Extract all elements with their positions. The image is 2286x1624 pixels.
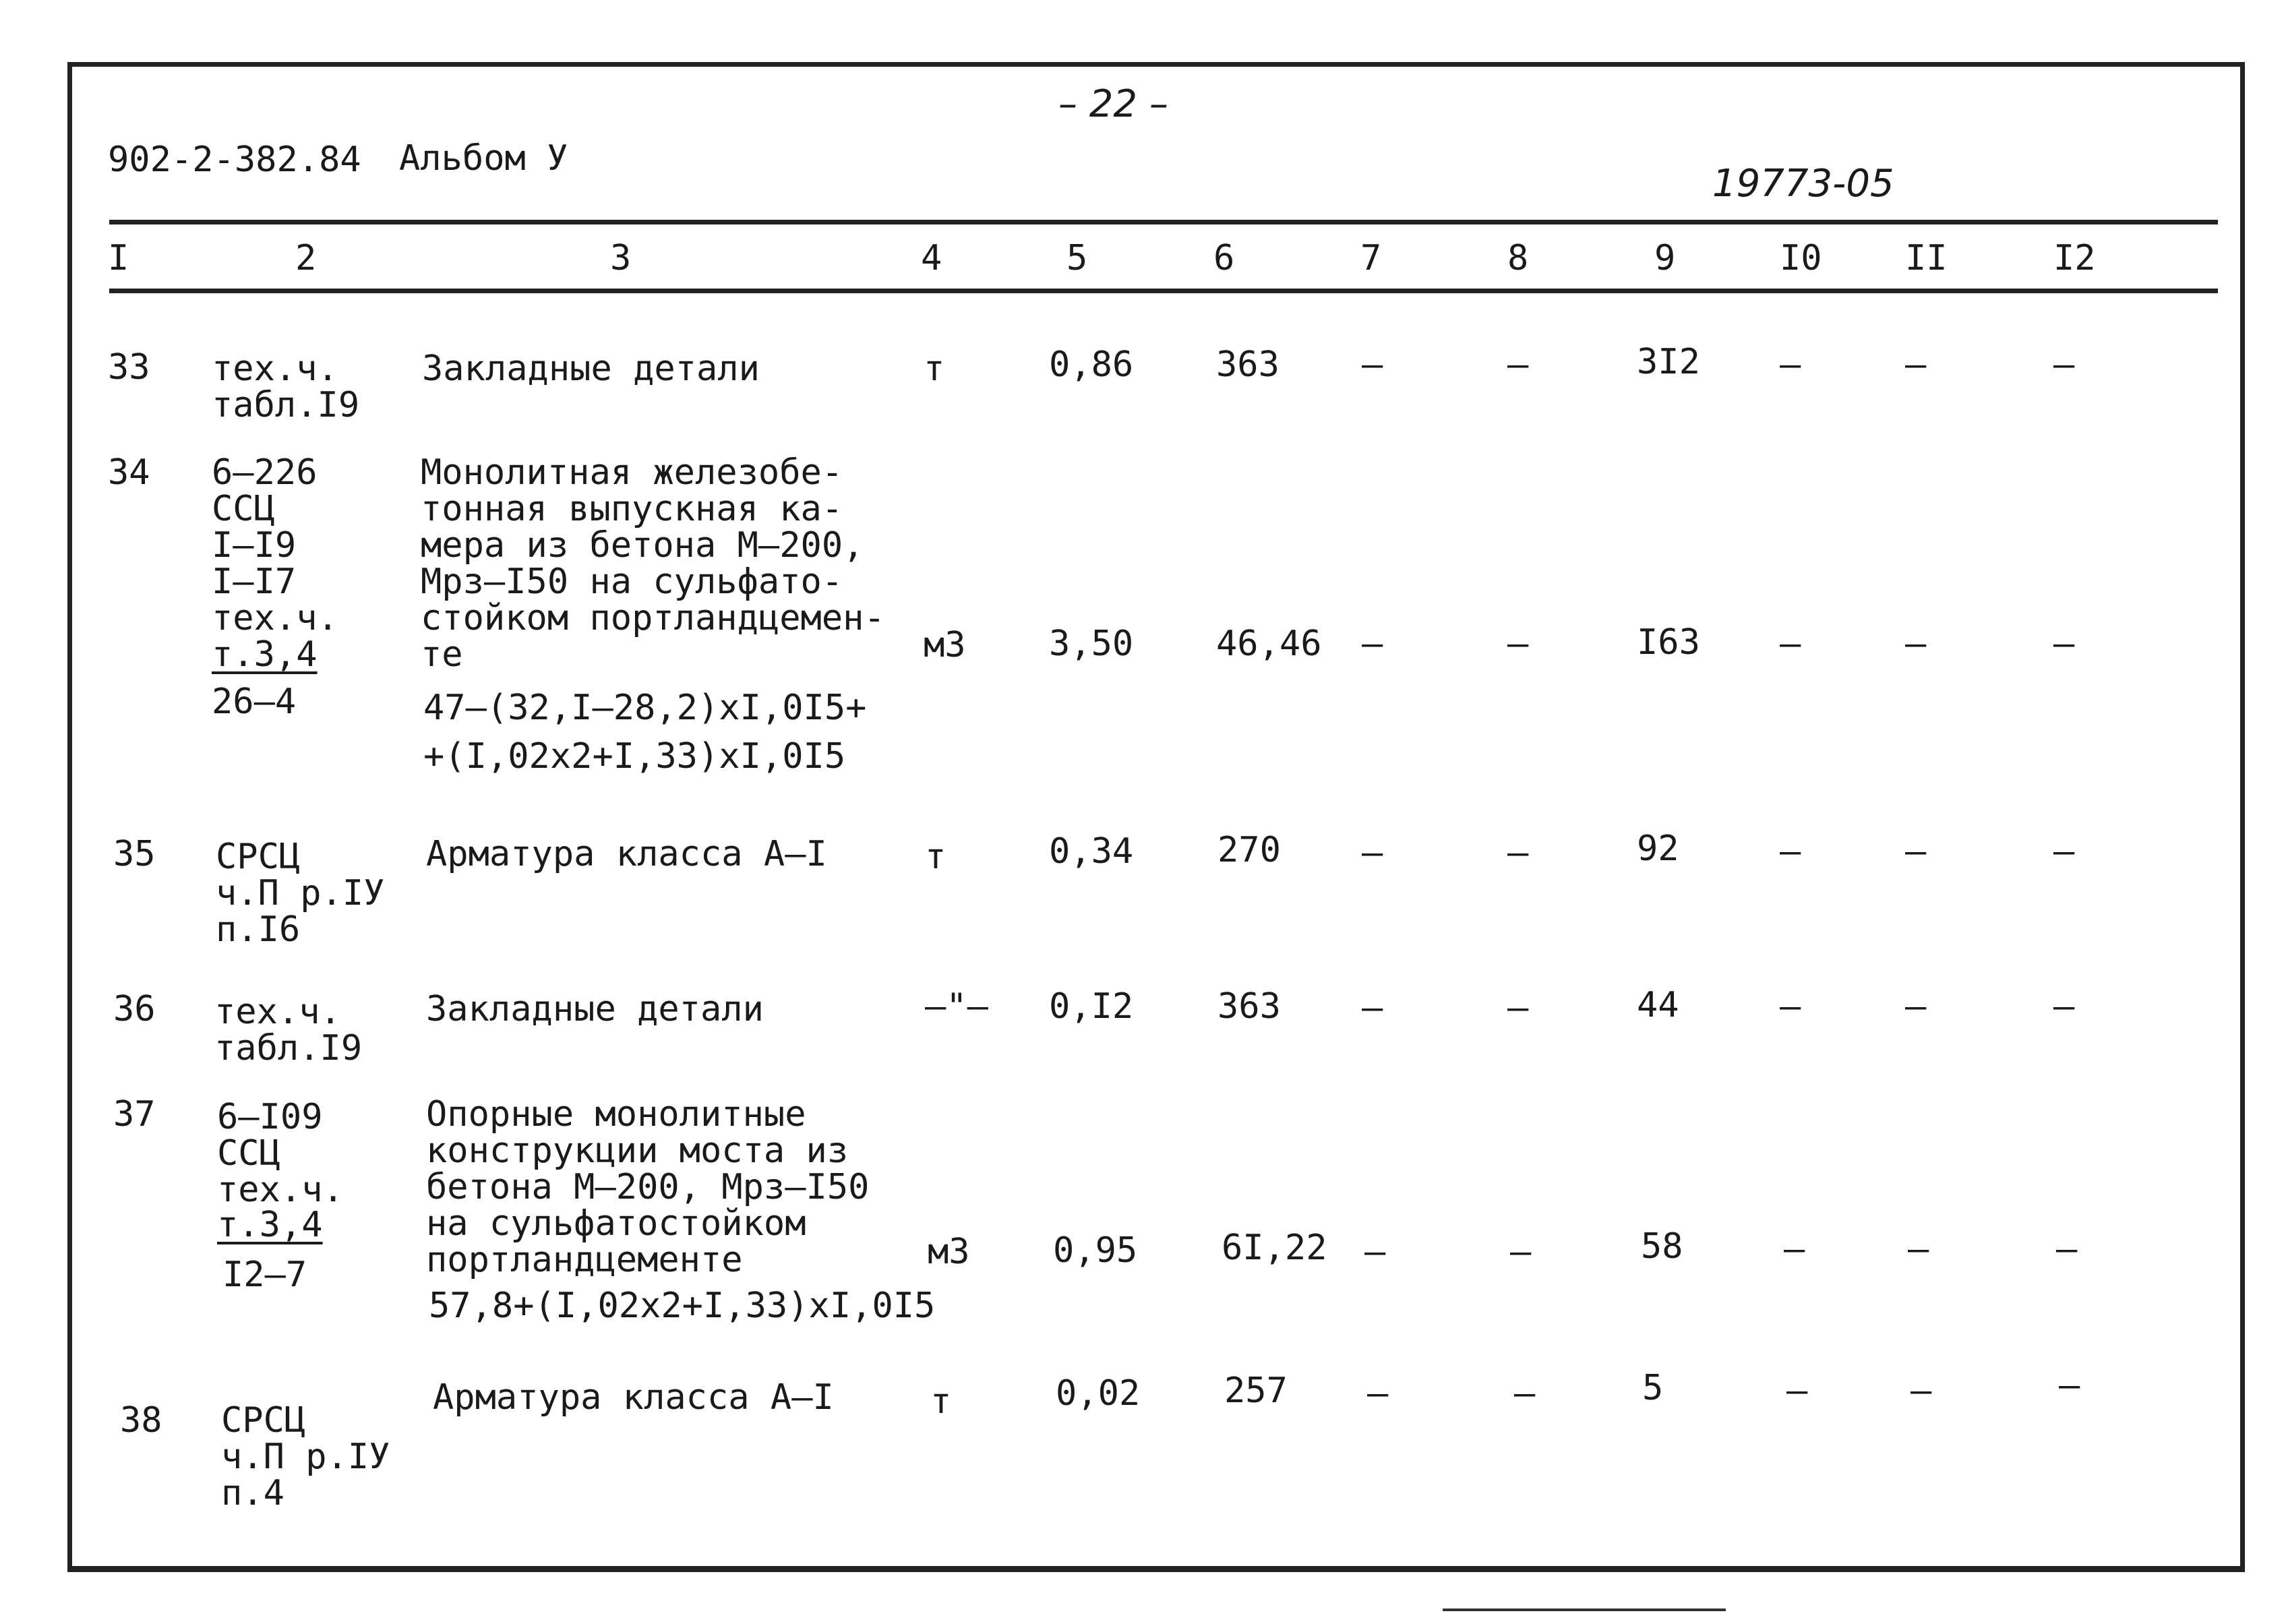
row-37-c12: – [2056, 1229, 2078, 1269]
row-33-c12: – [2053, 344, 2075, 385]
row-33-reference: тех.ч. табл.I9 [212, 349, 360, 425]
row-35-price: 270 [1217, 830, 1281, 870]
row-35-number: 35 [113, 834, 156, 874]
row-37-c9: 58 [1641, 1226, 1683, 1267]
col-header-4: 4 [921, 238, 942, 278]
row-33-number: 33 [108, 347, 150, 388]
row-38-number: 38 [120, 1400, 162, 1441]
archive-stamp: 19773-05 [1712, 162, 1894, 206]
row-36-c9: 44 [1637, 985, 1679, 1025]
row-34-unit: м3 [924, 625, 966, 665]
row-36-name: Закладные детали [426, 989, 764, 1029]
row-36-c7: – [1362, 988, 1383, 1028]
row-33-name: Закладные детали [422, 349, 760, 389]
row-36-qty: 0,I2 [1049, 986, 1134, 1027]
row-34-c12: – [2053, 624, 2075, 664]
row-37-c10: – [1784, 1229, 1805, 1269]
col-header-5: 5 [1066, 238, 1088, 278]
row-33-c9: 3I2 [1637, 342, 1700, 382]
col-header-8: 8 [1507, 238, 1529, 278]
row-35-c9: 92 [1637, 829, 1679, 869]
row-34-number: 34 [108, 452, 150, 493]
row-36-unit: –"– [925, 986, 988, 1027]
row-33-c10: – [1780, 344, 1801, 385]
row-35-reference: СРСЦ ч.П р.IУ п.I6 [216, 837, 385, 950]
row-34-c8: – [1507, 624, 1529, 664]
row-37-c7: – [1364, 1232, 1386, 1272]
col-header-12: I2 [2053, 238, 2096, 278]
row-38-price: 257 [1224, 1371, 1288, 1411]
row-33-qty: 0,86 [1049, 344, 1134, 385]
row-36-price: 363 [1217, 986, 1281, 1027]
row-38-qty: 0,02 [1056, 1373, 1141, 1414]
col-header-3: 3 [610, 238, 632, 278]
col-header-6: 6 [1213, 238, 1235, 278]
col-header-10: I0 [1780, 238, 1822, 278]
row-35-c8: – [1507, 833, 1529, 873]
col-header-1: I [108, 238, 129, 278]
row-35-c11: – [1905, 831, 1927, 872]
row-37-c8: – [1510, 1232, 1532, 1272]
row-34-c9: I63 [1637, 622, 1700, 663]
row-37-c11: – [1908, 1229, 1929, 1269]
row-33-c8: – [1507, 344, 1529, 385]
row-33-c7: – [1362, 344, 1383, 385]
col-header-11: II [1905, 238, 1948, 278]
row-34-name: Монолитная железобе- тонная выпускная ка- мера из бетона М–200, Мрз–I50 на сульфато- стойком портландцемен- те [421, 452, 885, 675]
row-37-formula: 57,8+(I,02x2+I,33)xI,0I5 [429, 1286, 936, 1326]
row-35-name: Арматура класса А–I [426, 834, 827, 874]
row-34-c10: – [1780, 624, 1801, 664]
row-33-price: 363 [1216, 344, 1280, 385]
row-38-c10: – [1786, 1371, 1808, 1411]
row-38-c11: – [1911, 1371, 1932, 1411]
row-34-reference: 6–226 ССЦ I–I9 I–I7 тех.ч. [212, 452, 338, 638]
row-37-number: 37 [113, 1094, 156, 1135]
row-34-reference-extra: 26–4 [212, 682, 297, 722]
row-34-formula: 47–(32,I–28,2)xI,0I5+ +(I,02x2+I,33)xI,0I5 [423, 688, 867, 777]
album-label: Альбом У [399, 138, 568, 179]
row-34-c11: – [1905, 624, 1927, 664]
row-34-price: 46,46 [1216, 624, 1322, 664]
row-36-reference: тех.ч. табл.I9 [214, 992, 363, 1069]
row-36-c10: – [1780, 986, 1801, 1027]
row-37-name: Опорные монолитные конструкции моста из бетона М–200, Мрз–I50 на сульфатостойком портландцементе [426, 1094, 870, 1280]
doc-code: 902-2-382.84 [108, 140, 361, 180]
row-37-reference: 6–I09 ССЦ тех.ч. [217, 1097, 344, 1210]
row-38-reference: СРСЦ ч.П р.IУ п.4 [221, 1400, 390, 1513]
header-rule-top [109, 220, 2218, 224]
row-35-qty: 0,34 [1049, 831, 1134, 872]
row-36-c11: – [1905, 986, 1927, 1027]
col-header-7: 7 [1360, 238, 1382, 278]
row-33-unit: т [924, 349, 945, 389]
row-38-c12: – [2059, 1365, 2080, 1406]
row-35-c10: – [1780, 831, 1801, 872]
row-37-qty: 0,95 [1053, 1230, 1138, 1271]
row-34-qty: 3,50 [1049, 624, 1134, 664]
page-number: – 22 – [1058, 82, 1168, 126]
row-37-unit: м3 [928, 1232, 970, 1272]
row-38-c7: – [1367, 1373, 1389, 1414]
row-38-c9: 5 [1642, 1368, 1664, 1408]
row-38-c8: – [1514, 1373, 1536, 1414]
row-33-c11: – [1905, 344, 1927, 385]
row-37-price: 6I,22 [1222, 1228, 1327, 1268]
row-38-name: Арматура класса А–I [433, 1377, 834, 1418]
col-header-2: 2 [295, 238, 317, 278]
row-35-unit: т [925, 837, 946, 877]
row-38-unit: т [930, 1381, 952, 1422]
row-37-reference-extra: I2–7 [222, 1255, 307, 1295]
row-36-number: 36 [113, 989, 156, 1029]
row-34-reference-underlined: т.3,4 [212, 634, 318, 675]
bottom-scan-mark [1443, 1608, 1726, 1611]
row-35-c7: – [1362, 833, 1383, 873]
row-37-reference-underlined: т.3,4 [217, 1205, 323, 1245]
row-35-c12: – [2053, 831, 2075, 872]
col-header-9: 9 [1654, 238, 1676, 278]
row-34-c7: – [1362, 624, 1383, 664]
row-36-c8: – [1507, 988, 1529, 1028]
row-36-c12: – [2053, 986, 2075, 1027]
header-rule-bottom [109, 289, 2218, 293]
